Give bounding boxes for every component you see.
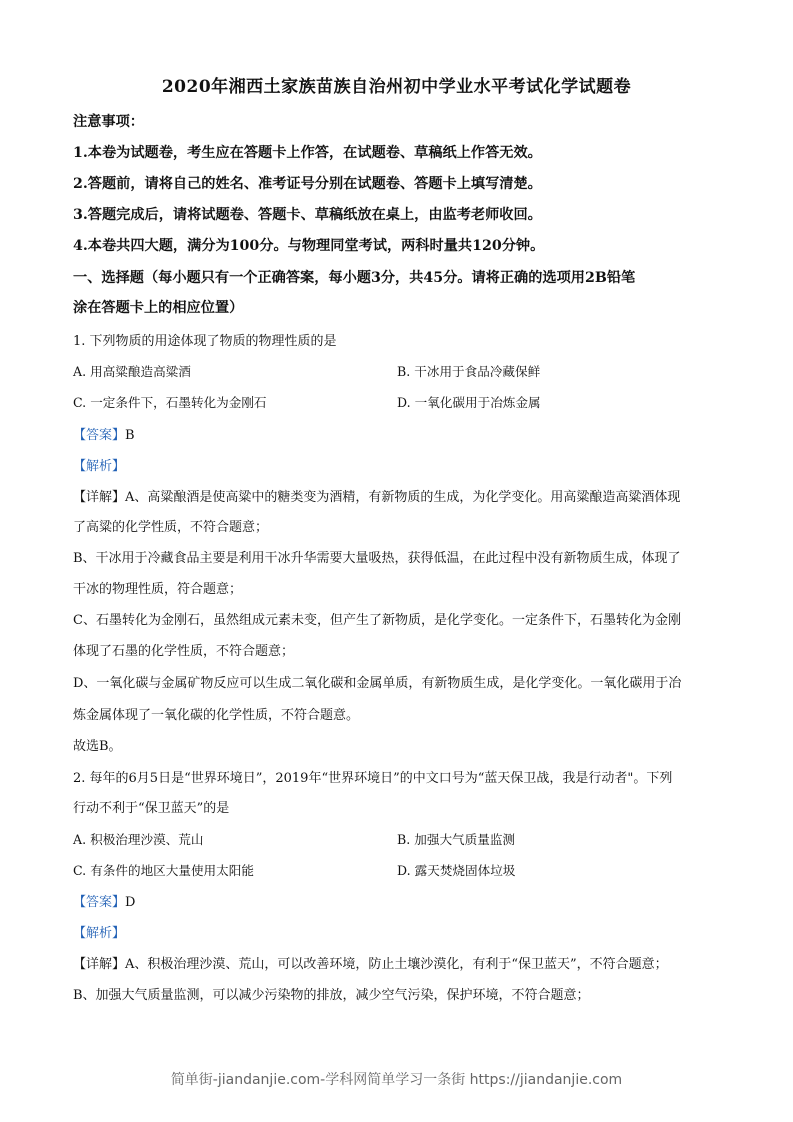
q2-answer (73, 891, 135, 910)
answer-value: B (125, 428, 135, 443)
q1-detail-line: 了高粱的化学性质，不符合题意； (73, 520, 269, 535)
watermark-footer: 简单街-jiandanjie.com-学科网简单学习一条街 https://jiandanjie.com (170, 1072, 623, 1088)
notice-heading: 注意事项： (73, 114, 144, 130)
q2-option-a: A. 积极治理沙漠、荒山 (73, 832, 204, 847)
question-1-stem: 1. 下列物质的用途体现了物质的物理性质的是 (73, 334, 337, 349)
q2-detail-line: 【详解】A、积极治理沙漠、荒山，可以改善环境，防止土壤沙漠化，有利于“保卫蓝天”，不符合题意； (73, 957, 668, 972)
q1-detail-line: 体现了石墨的化学性质，不符合题意； (73, 644, 295, 659)
q1-detail-line: B、干冰用于冷藏食品主要是利用干冰升华需要大量吸热，获得低温，在此过程中没有新物质生成，体现了 (73, 551, 681, 566)
answer-tag: 【答案】 (73, 428, 126, 443)
q1-detail-line: 【详解】A、高粱酿酒是使高粱中的糖类变为酒精，有新物质的生成，为化学变化。用高粱酿造高粱酒体现 (73, 490, 681, 505)
q2-option-b: B. 加强大气质量监测 (397, 832, 516, 847)
q2-detail-line: B、加强大气质量监测，可以减少污染物的排放，减少空气污染，保护环境，不符合题意； (73, 988, 590, 1003)
q1-answer (73, 424, 135, 443)
section-heading-cont: 涂在答题卡上的相应位置） (73, 300, 244, 316)
q2-option-c: C. 有条件的地区大量使用太阳能 (73, 863, 254, 878)
q2-option-d: D. 露天焚烧固体垃圾 (397, 863, 516, 878)
q1-conclusion: 故选B。 (73, 739, 122, 754)
q1-analysis-tag: 【解析】 (73, 459, 126, 474)
q1-detail-line: 干冰的物理性质，符合题意； (73, 582, 243, 597)
notice-item: 1.本卷为试题卷，考生应在答题卡上作答，在试题卷、草稿纸上作答无效。 (73, 145, 542, 161)
question-2-stem-cont: 行动不利于“保卫蓝天”的是 (73, 801, 230, 816)
page-title: 2020年湘西土家族苗族自治州初中学业水平考试化学试题卷 (161, 77, 632, 97)
q2-analysis-tag: 【解析】 (73, 926, 126, 941)
notice-item: 2.答题前，请将自己的姓名、准考证号分别在试题卷、答题卡上填写清楚。 (73, 176, 542, 192)
q1-option-b: B. 干冰用于食品冷藏保鲜 (397, 364, 541, 379)
q1-option-a: A. 用高粱酿造高粱酒 (73, 364, 191, 379)
q1-detail-line: 炼金属体现了一氧化碳的化学性质，不符合题意。 (73, 708, 360, 723)
q1-detail-line: D、一氧化碳与金属矿物反应可以生成二氧化碳和金属单质，有新物质生成，是化学变化。一氧化碳用于冶 (73, 676, 682, 691)
q1-option-d: D. 一氧化碳用于冶炼金属 (397, 395, 541, 410)
answer-tag: 【答案】 (73, 895, 126, 910)
notice-item: 3.答题完成后，请将试题卷、答题卡、草稿纸放在桌上，由监考老师收回。 (73, 207, 542, 223)
q1-option-c: C. 一定条件下，石墨转化为金刚石 (73, 395, 267, 410)
question-2-stem: 2. 每年的6月5日是“世界环境日”，2019年“世界环境日”的中文口号为“蓝天保卫战，我是行动者"。下列 (73, 771, 673, 786)
section-heading: 一、选择题（每小题只有一个正确答案，每小题3分，共45分。请将正确的选项用2B铅笔 (73, 270, 636, 286)
notice-item: 4.本卷共四大题，满分为100分。与物理同堂考试，两科时量共120分钟。 (73, 238, 545, 254)
q1-detail-line: C、石墨转化为金刚石，虽然组成元素未变，但产生了新物质，是化学变化。一定条件下，石墨转化为金刚 (73, 613, 681, 628)
answer-value: D (125, 895, 136, 910)
